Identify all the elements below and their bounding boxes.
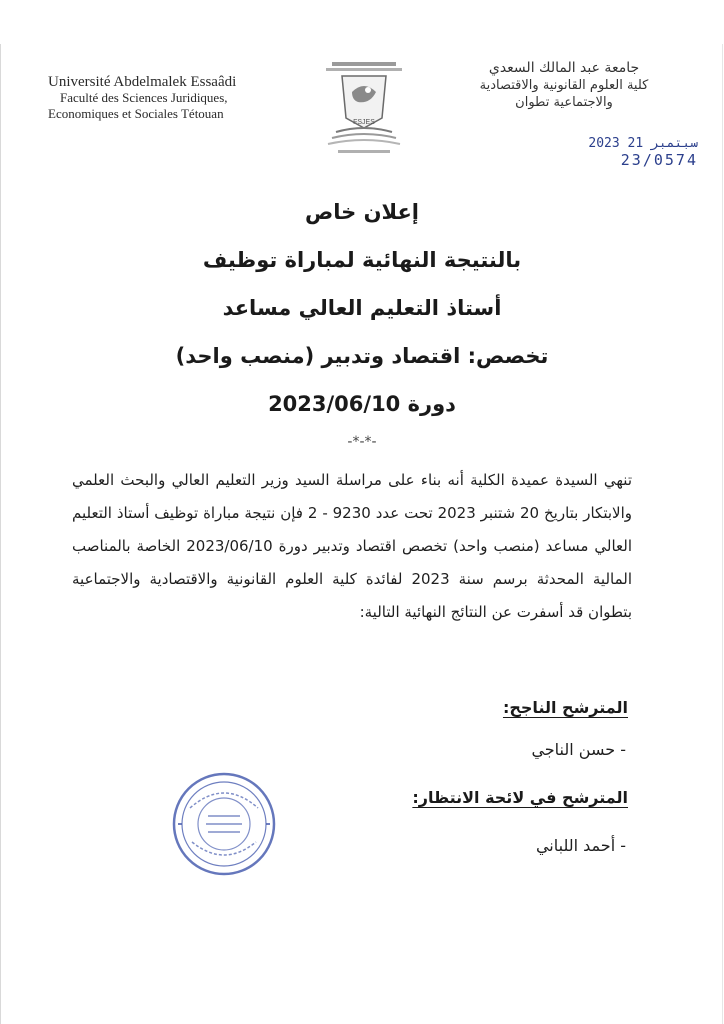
registry-annotation	[588, 136, 698, 169]
faculty-name-fr-line2: Economiques et Sociales Tétouan	[48, 106, 224, 121]
waitlist-heading: المترشح في لائحة الانتظار:	[412, 788, 628, 807]
header-arabic	[454, 60, 674, 111]
registry-number: 23/0574	[620, 151, 698, 169]
university-name-ar: جامعة عبد المالك السعدي	[488, 60, 640, 76]
announcement-title: إعلان خاص	[305, 200, 419, 224]
successful-candidate-name: - حسن الناجي	[531, 740, 626, 759]
faculty-name-fr-line1: Faculté des Sciences Juridiques,	[60, 90, 228, 105]
faculty-name-ar-line1: كلية العلوم القانونية والاقتصادية	[479, 78, 649, 93]
faculty-logo	[318, 58, 410, 158]
stamp-seal-icon	[168, 768, 280, 880]
svg-text:FSJES: FSJES	[353, 119, 375, 126]
successful-candidate-heading: المترشح الناجح:	[502, 698, 628, 717]
official-stamp	[168, 768, 280, 880]
faculty-logo-icon	[318, 58, 410, 158]
separator: -*-*-	[347, 434, 377, 450]
specialty-title: تخصص: اقتصاد وتدبير (منصب واحد)	[175, 344, 549, 368]
university-name-fr: Université Abdelmalek Essaâdi	[48, 74, 237, 90]
announcement-subtitle: بالنتيجة النهائية لمباراة توظيف	[202, 248, 522, 272]
announcement-body: تنهي السيدة عميدة الكلية أنه بناء على مراسلة السيد وزير التعليم العالي والبحث العلمي والابتكار بتاريخ 20 شتنبر 2023 تحت عدد 9230 - 2 فإن نتيجة مباراة توظيف أستاذ التعليم العالي مساعد (منصب واحد) تخصص اقتصاد وتدبير دورة 2023/06/10 الخاصة بالمناصب المالية المحدثة برسم سنة 2023 لفائدة كلية العلوم القانونية والاقتصادية والاجتماعية بتطوان قد أسفرت عن النتائج النهائية التالية:	[72, 471, 633, 621]
faculty-name-ar-line2: والاجتماعية تطوان	[515, 95, 613, 110]
waitlist-candidate-name: - أحمد اللباني	[535, 836, 626, 855]
position-title: أستاذ التعليم العالي مساعد	[222, 296, 502, 320]
session-title: دورة 2023/06/10	[268, 392, 456, 416]
header-french	[48, 74, 268, 122]
registry-date: 2023 سبتمبر 21	[588, 136, 698, 151]
